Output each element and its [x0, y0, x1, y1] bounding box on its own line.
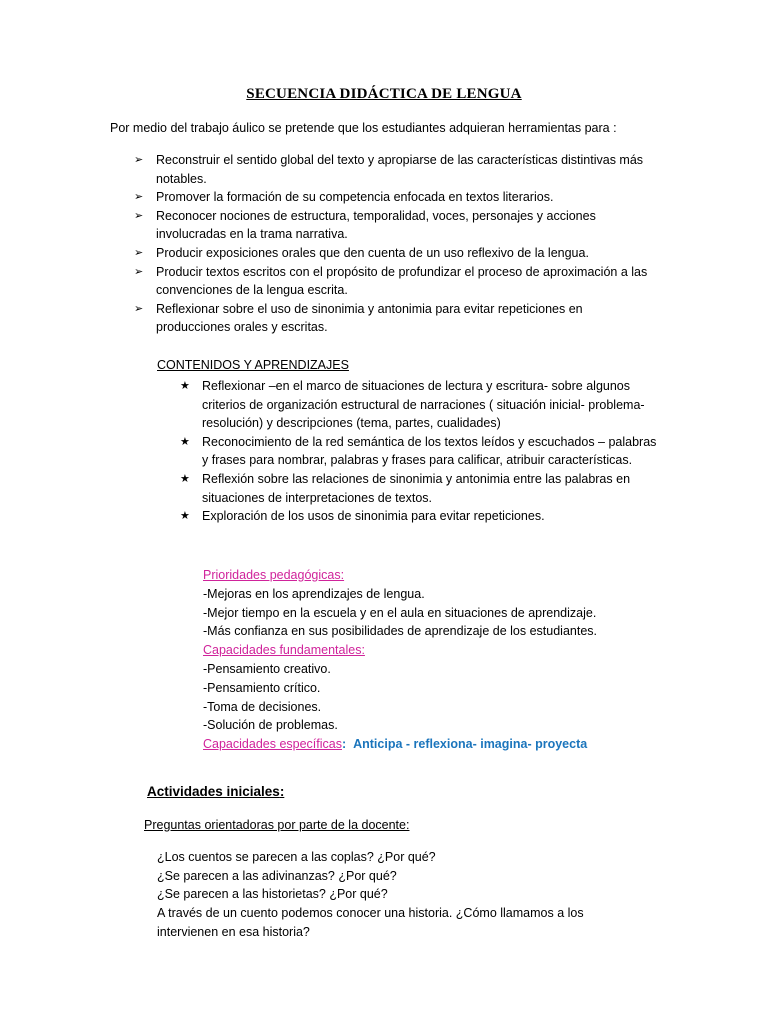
specific-capacities-colon: :	[341, 737, 347, 752]
star-bullet-icon: ★	[180, 472, 190, 485]
priorities-capacities-block	[203, 566, 643, 754]
content-item: ★ Reflexión sobre las relaciones de sinonimia y antonimia entre las palabras en situaciones de interpretaciones de textos.	[180, 471, 631, 505]
question-item: ¿Se parecen a las historietas? ¿Por qué?	[157, 887, 388, 902]
specific-capacities-line	[203, 735, 643, 754]
questions-list	[157, 848, 617, 942]
objective-item: ➢ Reconocer nociones de estructura, temporalidad, voces, personajes y acciones involucradas en la trama narrativa.	[134, 208, 596, 242]
capacity-item: -Solución de problemas.	[203, 718, 338, 733]
content-item: ★ Reconocimiento de la red semántica de los textos leídos y escuchados – palabras y frases para nombrar, palabras y frases para calificar, atribuir características.	[180, 434, 657, 468]
objective-item: ➢ Producir textos escritos con el propósito de profundizar el proceso de aproximación a las convenciones de la lengua escrita.	[134, 264, 648, 298]
arrow-bullet-icon: ➢	[134, 209, 144, 222]
capacity-item: -Pensamiento crítico.	[203, 680, 321, 695]
content-item: ★ Exploración de los usos de sinonimia para evitar repeticiones.	[180, 507, 660, 526]
objective-item: ➢ Reconstruir el sentido global del texto y apropiarse de las características distintivas más notables.	[134, 153, 644, 186]
activities-heading: Actividades iniciales:	[147, 784, 285, 799]
questions-heading: Preguntas orientadoras por parte de la docente:	[144, 818, 410, 832]
question-item: ¿Se parecen a las adivinanzas? ¿Por qué?	[157, 868, 397, 883]
objective-item: ➢ Promover la formación de su competencia enfocada en textos literarios.	[134, 188, 654, 207]
capacity-item: -Pensamiento creativo.	[203, 661, 331, 676]
priorities-heading: Prioridades pedagógicas:	[203, 568, 345, 582]
priority-item: -Mejor tiempo en la escuela y en el aula en situaciones de aprendizaje.	[203, 605, 597, 620]
arrow-bullet-icon: ➢	[134, 265, 144, 278]
question-item: ¿Los cuentos se parecen a las coplas? ¿Por qué?	[157, 850, 436, 864]
arrow-bullet-icon: ➢	[134, 246, 144, 259]
arrow-bullet-icon: ➢	[134, 302, 144, 315]
question-item: A través de un cuento podemos conocer una historia. ¿Cómo llamamos a los intervienen en esa historia?	[157, 906, 584, 939]
objectives-list	[134, 151, 654, 337]
specific-capacities-value: Anticipa - reflexiona- imagina- proyecta	[353, 737, 588, 752]
arrow-bullet-icon: ➢	[134, 191, 144, 204]
capacity-item: -Toma de decisiones.	[203, 699, 322, 714]
objective-item: ➢ Reflexionar sobre el uso de sinonimia y antonimia para evitar repeticiones en producciones orales y escritas.	[134, 301, 583, 335]
star-bullet-icon: ★	[180, 510, 190, 523]
specific-capacities-heading: Capacidades específicas	[203, 737, 342, 752]
intro-text: Por medio del trabajo áulico se pretende que los estudiantes adquieran herramientas para :	[110, 121, 617, 135]
document-title: SECUENCIA DIDÁCTICA DE LENGUA	[246, 86, 522, 102]
star-bullet-icon: ★	[180, 435, 190, 448]
objective-item: ➢ Producir exposiciones orales que den cuenta de un uso reflexivo de la lengua.	[134, 244, 654, 263]
capacities-heading: Capacidades fundamentales:	[203, 643, 365, 658]
content-item: ★ Reflexionar –en el marco de situaciones de lectura y escritura- sobre algunos criterios de organización estructural de narraciones ( situación inicial- problema- resolución) y descripciones (tema, partes, cualidades)	[180, 379, 645, 431]
contents-heading: CONTENIDOS Y APRENDIZAJES	[157, 358, 349, 372]
star-bullet-icon: ★	[180, 380, 190, 392]
priority-item: -Más confianza en sus posibilidades de aprendizaje de los estudiantes.	[203, 624, 597, 639]
arrow-bullet-icon: ➢	[134, 154, 144, 166]
contents-list	[180, 377, 660, 526]
priority-item: -Mejoras en los aprendizajes de lengua.	[203, 586, 425, 601]
